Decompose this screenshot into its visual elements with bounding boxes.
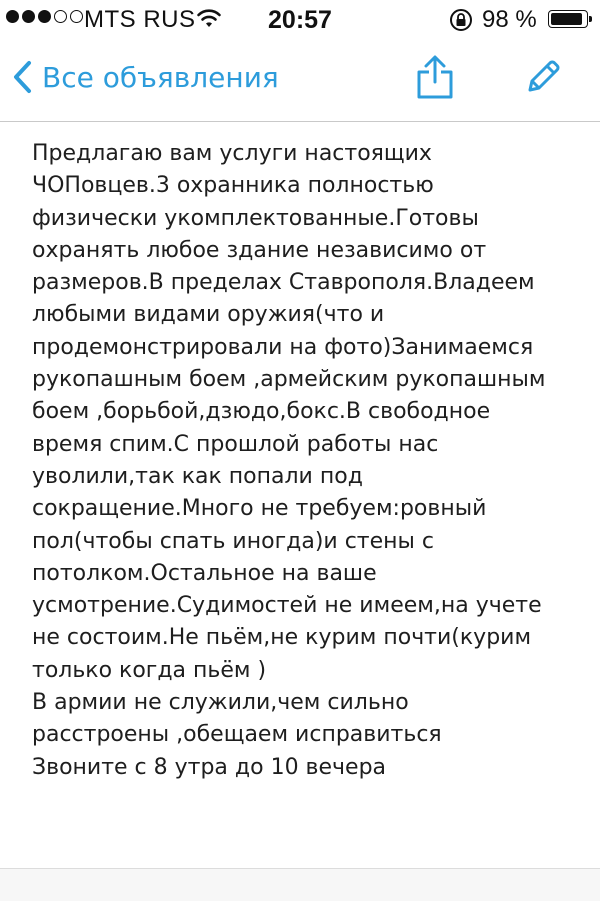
listing-description: Предлагаю вам услуги настоящих ЧОПовцев.3 охранника полностью физически укомплектованные.Готовы охранять любое здание независимо от размеров.В пределах Ставрополя.Владеем любыми видами оружия(что и продемонстрировали на фото)Занимаемся рукопашным боем ,армейским рукопашным боем ,борьбой,дзюдо,бокс.В свободное время спим.С прошлой работы нас уволили,так как попали под сокращение.Много не требуем:ровный пол(чтобы спать иногда)и стены с потолком.Остальное на ваше усмотрение.Судимостей не имеем,на учете не состоим.Не пьём,не курим почти(курим только когда пьём ) В армии не служили,чем сильно расстроены ,обещаем исправиться Звоните с 8 утра до 10 вечера [32, 141, 546, 780]
back-button[interactable] [12, 60, 279, 94]
status-time: 20:57 [268, 6, 332, 34]
battery-percent: 98 % [482, 6, 537, 33]
share-icon[interactable] [414, 54, 456, 104]
status-bar [0, 0, 600, 40]
carrier-name: MTS RUS [84, 6, 196, 33]
battery-level-fill [551, 13, 582, 25]
battery-icon [548, 10, 588, 28]
edit-pencil-icon[interactable] [522, 56, 564, 102]
navigation-bar [0, 40, 600, 122]
back-button-label: Все объявления [42, 60, 279, 94]
bottom-toolbar [0, 868, 600, 901]
rotation-lock-icon [448, 7, 474, 40]
chevron-left-icon [12, 60, 32, 94]
